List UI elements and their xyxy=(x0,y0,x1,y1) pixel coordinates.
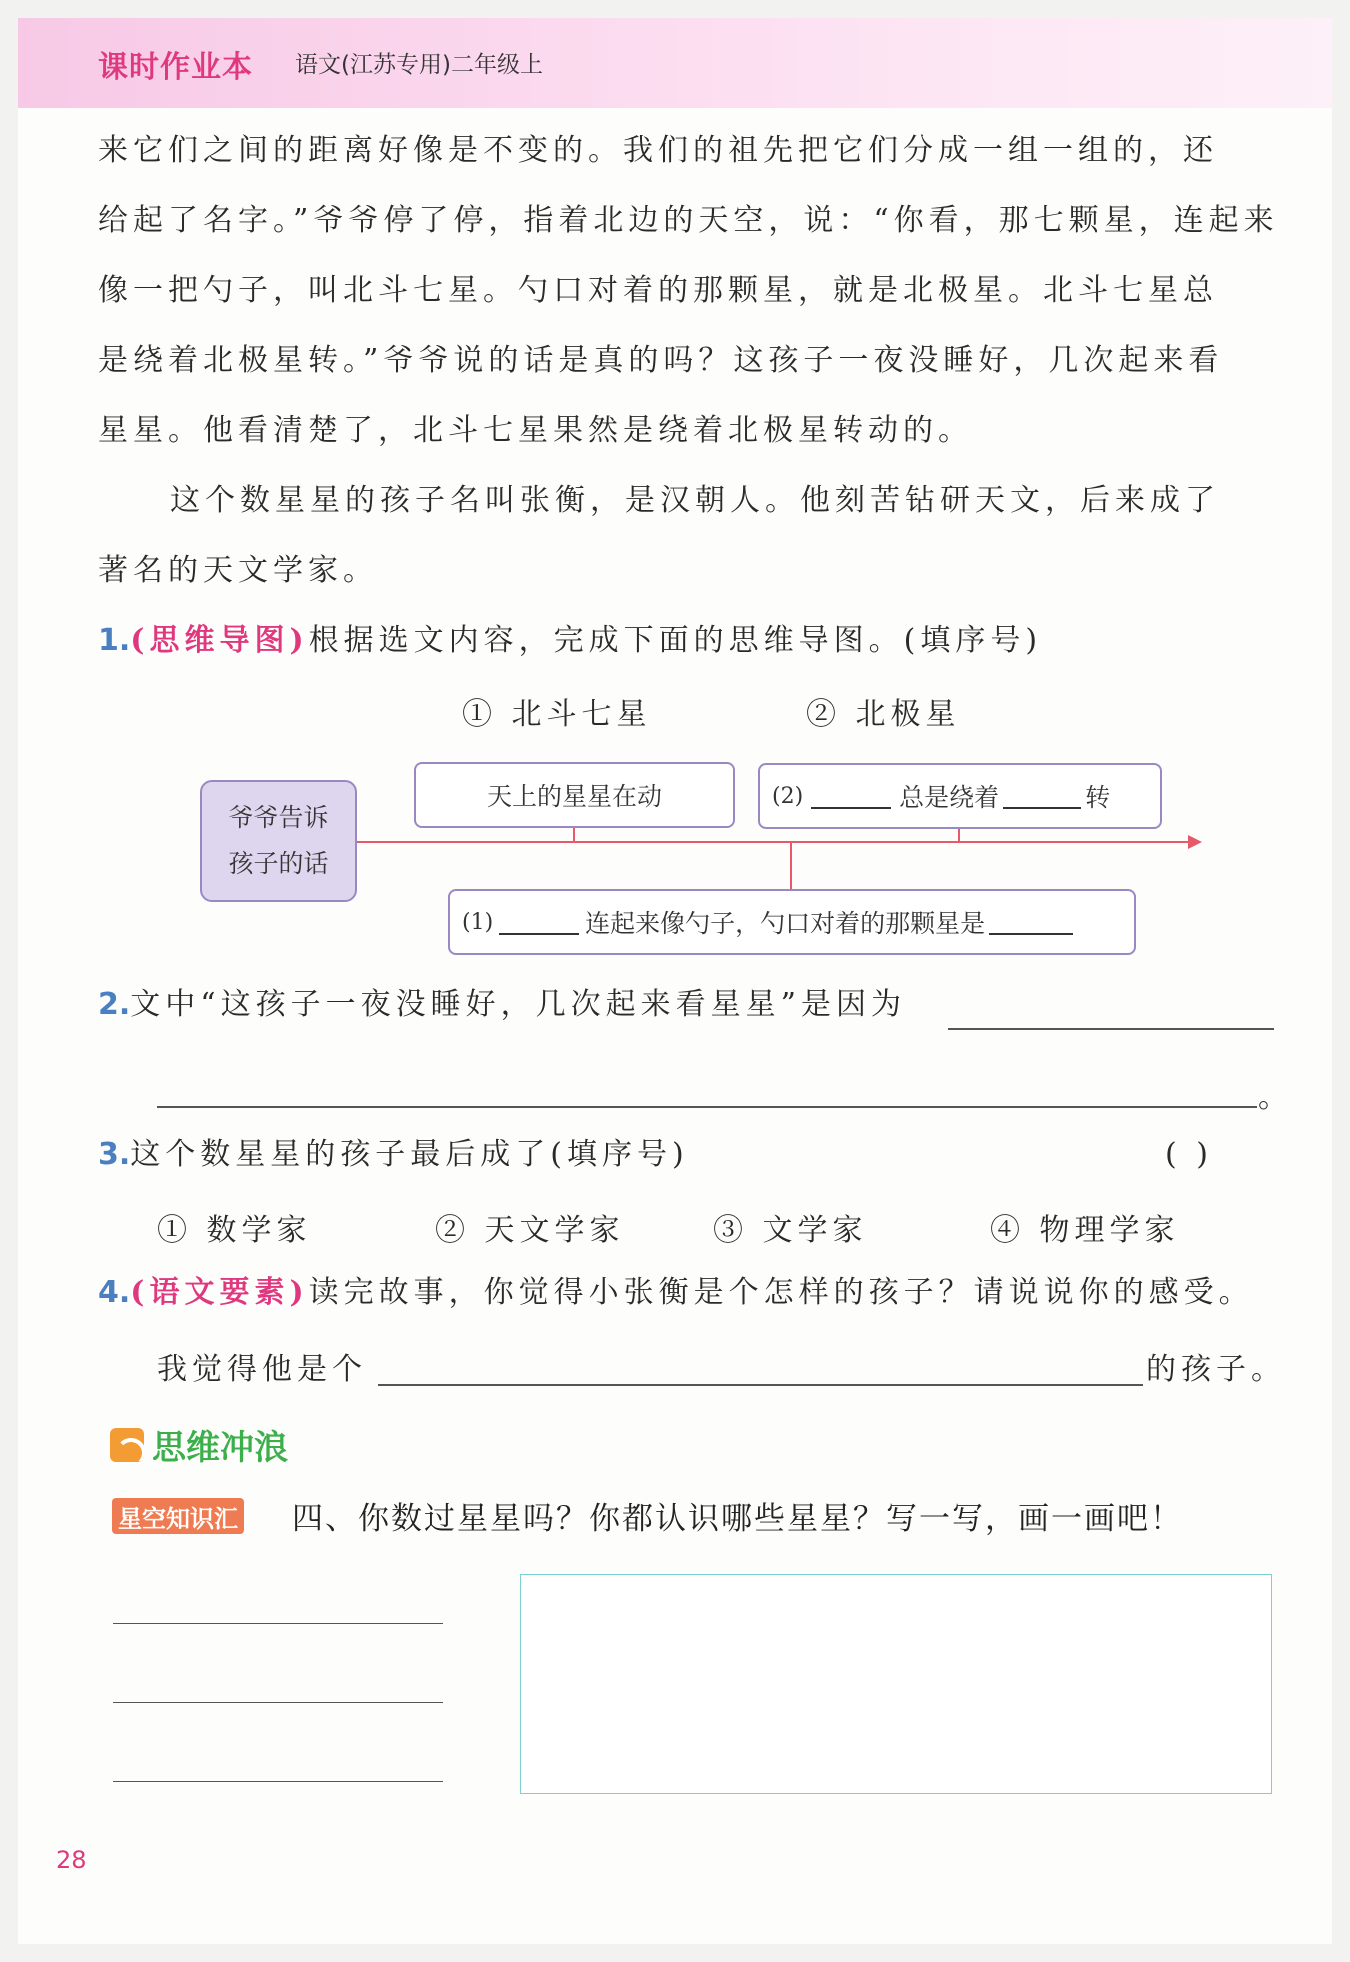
question-3 xyxy=(98,1120,1278,1190)
mindmap-axis xyxy=(357,841,1194,843)
passage-line: 是绕着北极星转。”爷爷说的话是真的吗？这孩子一夜没睡好，几次起来看 xyxy=(98,343,1224,378)
passage-line: 著名的天文学家。 xyxy=(98,553,378,588)
mindmap-root-line: 孩子的话 xyxy=(228,849,329,878)
answer-blank[interactable] xyxy=(1003,783,1081,809)
question-tag: (思维导图) xyxy=(130,623,309,658)
answer-blank[interactable] xyxy=(499,909,579,935)
mindmap-node xyxy=(448,889,1136,955)
option-1: ① 北斗七星 xyxy=(462,697,652,732)
topic-badge: 星空知识汇 xyxy=(112,1498,244,1534)
writing-line[interactable] xyxy=(113,1781,443,1782)
mindmap-node-text: 总是绕着 xyxy=(899,783,1000,812)
writing-line[interactable] xyxy=(113,1623,443,1624)
mindmap-connector xyxy=(790,842,792,889)
mindmap-node xyxy=(414,762,735,828)
book-subtitle: 语文(江苏专用)二年级上 xyxy=(295,52,543,78)
wave-icon xyxy=(110,1428,144,1462)
blank-number: (2) xyxy=(772,783,804,809)
answer-line[interactable] xyxy=(157,1106,1257,1108)
section-title: 思维冲浪 xyxy=(152,1428,288,1468)
mindmap-node-text: 转 xyxy=(1085,783,1111,812)
passage-line: 像一把勺子，叫北斗七星。勺口对着的那颗星，就是北极星。北斗七星总 xyxy=(98,273,1218,308)
answer-suffix: 的孩子。 xyxy=(1146,1352,1286,1387)
mindmap-node xyxy=(758,763,1162,829)
answer-blank[interactable] xyxy=(811,783,891,809)
question-4 xyxy=(98,1258,1278,1328)
question-text: 文中“这孩子一夜没睡好，几次起来看星星”是因为 xyxy=(130,987,906,1022)
arrow-right-icon xyxy=(1188,835,1202,849)
passage-line: 这个数星星的孩子名叫张衡，是汉朝人。他刻苦钻研天文，后来成了 xyxy=(170,483,1220,518)
mindmap-root-line: 爷爷告诉 xyxy=(228,803,329,832)
answer-line[interactable] xyxy=(378,1384,1143,1386)
question-text: 读完故事，你觉得小张衡是个怎样的孩子？请说说你的感受。 xyxy=(308,1275,1254,1310)
answer-parentheses[interactable]: ( ) xyxy=(1165,1137,1213,1172)
question-number: 3. xyxy=(98,1137,131,1172)
option-2: ② 北极星 xyxy=(806,697,961,732)
passage-line: 星星。他看清楚了，北斗七星果然是绕着北极星转动的。 xyxy=(98,413,973,448)
passage-line: 给起了名字。”爷爷停了停，指着北边的天空，说：“你看，那七颗星，连起来 xyxy=(98,203,1279,238)
option-3: ③ 文学家 xyxy=(713,1213,868,1248)
question-tag: (语文要素) xyxy=(130,1275,309,1310)
question-1 xyxy=(98,606,1278,676)
task-text: 四、你数过星星吗？你都认识哪些星星？写一写，画一画吧！ xyxy=(292,1501,1183,1537)
page-number: 28 xyxy=(56,1846,87,1874)
period: 。 xyxy=(1258,1080,1293,1115)
mindmap-root xyxy=(200,780,357,902)
mindmap-connector xyxy=(573,828,575,842)
question-text: 根据选文内容，完成下面的思维导图。(填序号) xyxy=(308,623,1043,658)
question-text: 这个数星星的孩子最后成了(填序号) xyxy=(130,1137,689,1172)
writing-line[interactable] xyxy=(113,1702,443,1703)
option-1: ① 数学家 xyxy=(157,1213,312,1248)
drawing-box[interactable] xyxy=(520,1574,1272,1794)
answer-blank[interactable] xyxy=(989,909,1073,935)
answer-prefix: 我觉得他是个 xyxy=(157,1352,367,1387)
passage-line: 来它们之间的距离好像是不变的。我们的祖先把它们分成一组一组的，还 xyxy=(98,133,1218,168)
section-heading xyxy=(110,1420,288,1469)
mindmap-node-text: 天上的星星在动 xyxy=(486,782,662,811)
question-number: 2. xyxy=(98,987,131,1022)
book-title: 课时作业本 xyxy=(98,50,253,85)
question-number: 1. xyxy=(98,623,131,658)
mindmap-node-text: 连起来像勺子，勺口对着的那颗星是 xyxy=(585,909,986,938)
question-number: 4. xyxy=(98,1275,131,1310)
answer-line[interactable] xyxy=(948,1028,1274,1030)
mindmap-connector xyxy=(958,828,960,842)
option-4: ④ 物理学家 xyxy=(990,1213,1180,1248)
blank-number: (1) xyxy=(462,909,494,935)
option-2: ② 天文学家 xyxy=(435,1213,625,1248)
